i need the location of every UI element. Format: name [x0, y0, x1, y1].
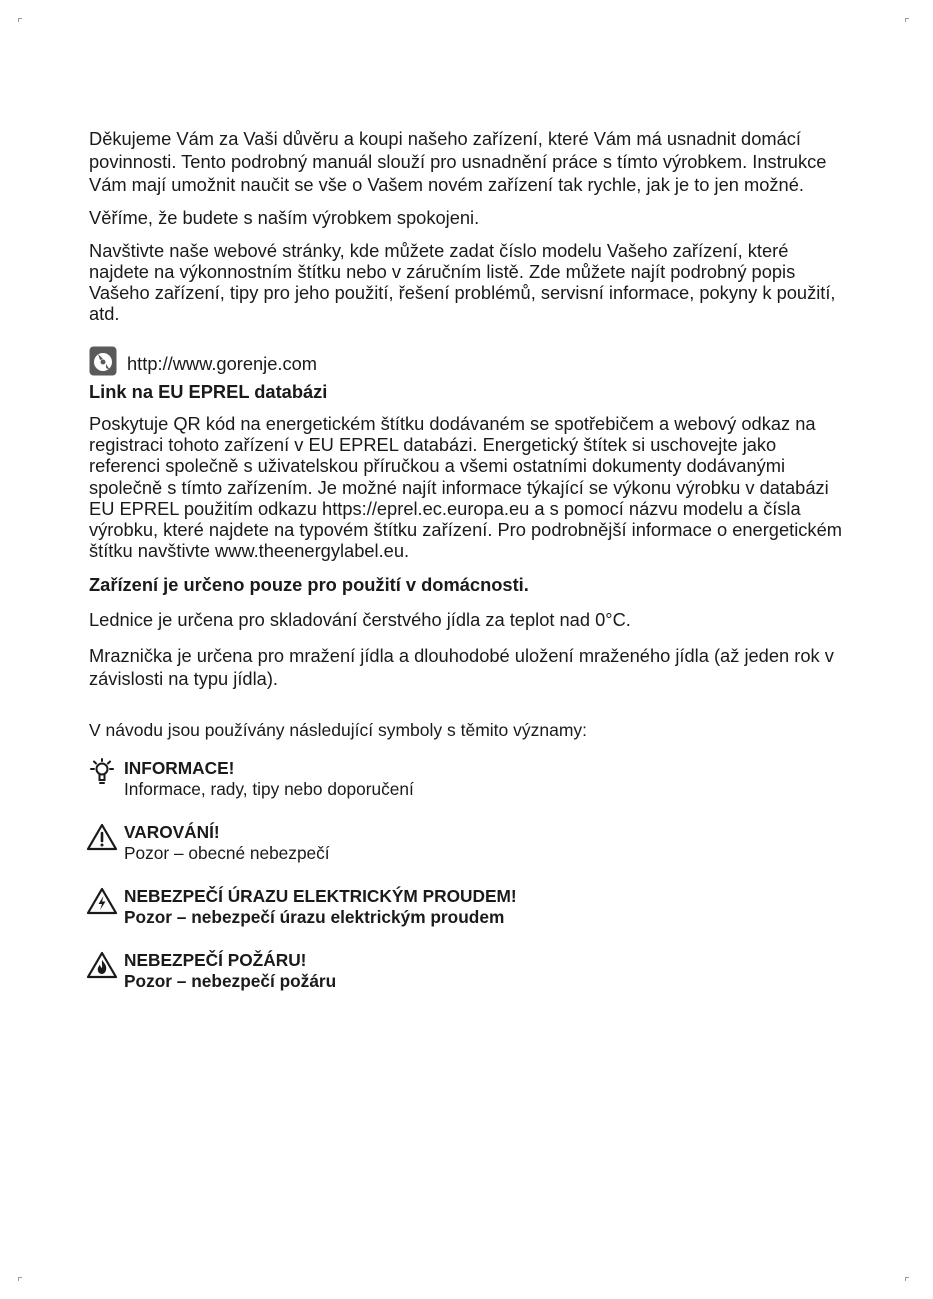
- lightbulb-icon: [86, 758, 118, 788]
- fire-hazard-icon: [86, 950, 118, 980]
- intro-paragraph-thanks: Děkujeme Vám za Vaši důvěru a koupi našeho zařízení, které Vám má usnadnit domácí povinnosti. Tento podrobný manuál slouží pro usnadnění práce s tímto výrobkem. Instrukce Vám mají umožnit naučit se vše o Vašem novém zařízení tak rychle, jak je to jen možné.: [89, 128, 827, 195]
- symbol-warning-desc: Pozor – obecné nebezpečí: [124, 842, 330, 863]
- symbol-information-title: INFORMACE!: [124, 758, 235, 779]
- symbol-electric-hazard-title: NEBEZPEČÍ ÚRAZU ELEKTRICKÝM PROUDEM!: [124, 886, 517, 907]
- symbol-warning: [89, 822, 849, 863]
- manual-page: [89, 127, 849, 1014]
- symbols-intro: V návodu jsou používány následující symboly s těmito významy:: [89, 720, 588, 741]
- symbol-fire-hazard-title: NEBEZPEČÍ POŽÁRU!: [124, 950, 307, 971]
- fridge-purpose: Lednice je určena pro skladování čerstvého jídla za teplot nad 0°C.: [89, 609, 631, 631]
- intro-paragraph-satisfaction: Věříme, že budete s naším výrobkem spokojeni.: [89, 207, 480, 228]
- crop-mark-bottom-right: [905, 1277, 909, 1281]
- symbol-fire-hazard-desc: Pozor – nebezpečí požáru: [124, 970, 337, 991]
- freezer-purpose: Mraznička je určena pro mražení jídla a dlouhodobé uložení mraženého jídla (až jeden rok v závislosti na typu jídla).: [89, 645, 834, 690]
- crop-mark-top-right: [905, 18, 909, 22]
- symbol-electric-hazard-desc: Pozor – nebezpečí úrazu elektrickým proudem: [124, 906, 505, 927]
- eprel-heading: Link na EU EPREL databázi: [89, 381, 328, 402]
- symbol-information: [89, 758, 849, 799]
- crop-mark-bottom-left: [18, 1277, 22, 1281]
- electric-hazard-icon: [86, 886, 118, 916]
- warning-icon: [86, 822, 118, 852]
- website-link[interactable]: http://www.gorenje.com: [127, 353, 318, 374]
- intro-paragraph-website: Navštivte naše webové stránky, kde můžete zadat číslo modelu Vašeho zařízení, které najdete na výkonnostním štítku nebo v záručním listě. Zde můžete najít podrobný popis Vašeho zařízení, tipy pro jeho použití, řešení problémů, servisní informace, pokyny k použití, atd.: [89, 240, 836, 324]
- crop-mark-top-left: [18, 18, 22, 22]
- symbol-information-desc: Informace, rady, tipy nebo doporučení: [124, 778, 414, 799]
- symbol-warning-title: VAROVÁNÍ!: [124, 822, 220, 843]
- eprel-paragraph: Poskytuje QR kód na energetickém štítku dodávaném se spotřebičem a webový odkaz na registraci tohoto zařízení v EU EPREL databázi. Energetický štítek si uschovejte jako referenci společně s uživatelskou příručkou a všemi ostatními dokumenty dodávanými společně s tímto zařízením. Je možné najít informace týkající se výkonu výrobku v databázi EU EPREL použitím odkazu https://eprel.ec.europa.eu a s pomocí názvu modelu a čísla výrobku, které najdete na typovém štítku zařízení. Pro podrobnější informace o energetickém štítku navštivte www.theenergylabel.eu.: [89, 413, 842, 562]
- website-link-row: [89, 338, 849, 376]
- web-disc-icon: [89, 346, 117, 376]
- symbol-electric-hazard: [89, 886, 849, 927]
- household-use-notice: Zařízení je určeno pouze pro použití v domácnosti.: [89, 574, 529, 596]
- symbol-fire-hazard: [89, 950, 849, 991]
